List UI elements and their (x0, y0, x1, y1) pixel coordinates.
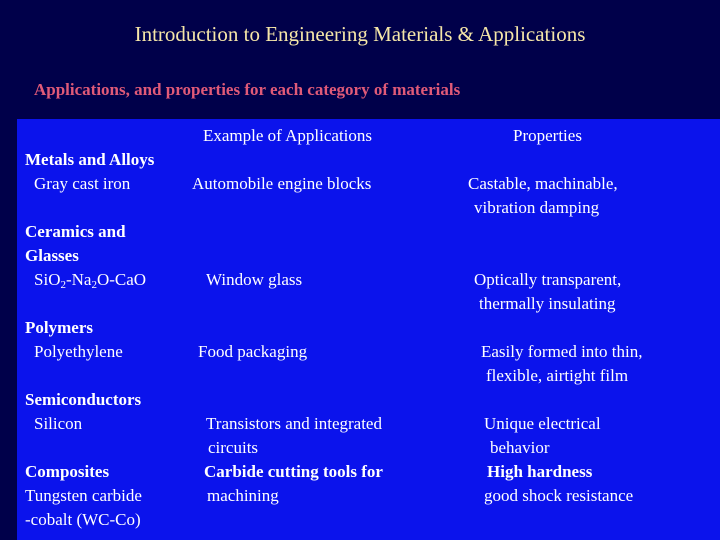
category-polymers: Polymers (25, 318, 93, 337)
property-semiconductors-line1: Unique electrical (484, 414, 601, 433)
category-composites: Composites (25, 462, 110, 481)
category-ceramics-line2: Glasses (25, 246, 79, 265)
application-metals: Automobile engine blocks (192, 174, 372, 193)
application-polymers: Food packaging (198, 342, 308, 361)
page-title: Introduction to Engineering Materials & Applications (134, 22, 586, 46)
application-semiconductors-line2: circuits (208, 438, 259, 457)
application-semiconductors-line1: Transistors and integrated (206, 414, 382, 433)
example-metals: Gray cast iron (34, 174, 131, 193)
category-semiconductors: Semiconductors (25, 390, 142, 409)
property-metals-line1: Castable, machinable, (468, 174, 618, 193)
property-ceramics-line1: Optically transparent, (474, 270, 622, 289)
application-ceramics: Window glass (206, 270, 303, 289)
application-composites-line2: machining (207, 486, 279, 505)
property-ceramics-line2: thermally insulating (479, 294, 616, 313)
header-properties: Properties (513, 126, 582, 145)
example-semiconductors: Silicon (34, 414, 83, 433)
property-polymers-line2: flexible, airtight film (486, 366, 629, 385)
example-composites-line1: Tungsten carbide (25, 486, 142, 505)
category-ceramics-line1: Ceramics and (25, 222, 126, 241)
property-composites-line1: High hardness (487, 462, 593, 481)
page-subtitle: Applications, and properties for each category of materials (34, 80, 461, 99)
property-semiconductors-line2: behavior (490, 438, 550, 457)
example-polymers: Polyethylene (34, 342, 123, 361)
application-composites-line1: Carbide cutting tools for (204, 462, 383, 481)
property-composites-line2: good shock resistance (484, 486, 634, 505)
example-ceramics-formula: $SiO_2-Na_2O$-CaO (34, 270, 147, 291)
category-metals: Metals and Alloys (25, 150, 155, 169)
property-metals-line2: vibration damping (474, 198, 600, 217)
property-polymers-line1: Easily formed into thin, (481, 342, 643, 361)
header-applications: Example of Applications (203, 126, 373, 145)
example-composites-line2: -cobalt (WC-Co) (25, 510, 141, 529)
